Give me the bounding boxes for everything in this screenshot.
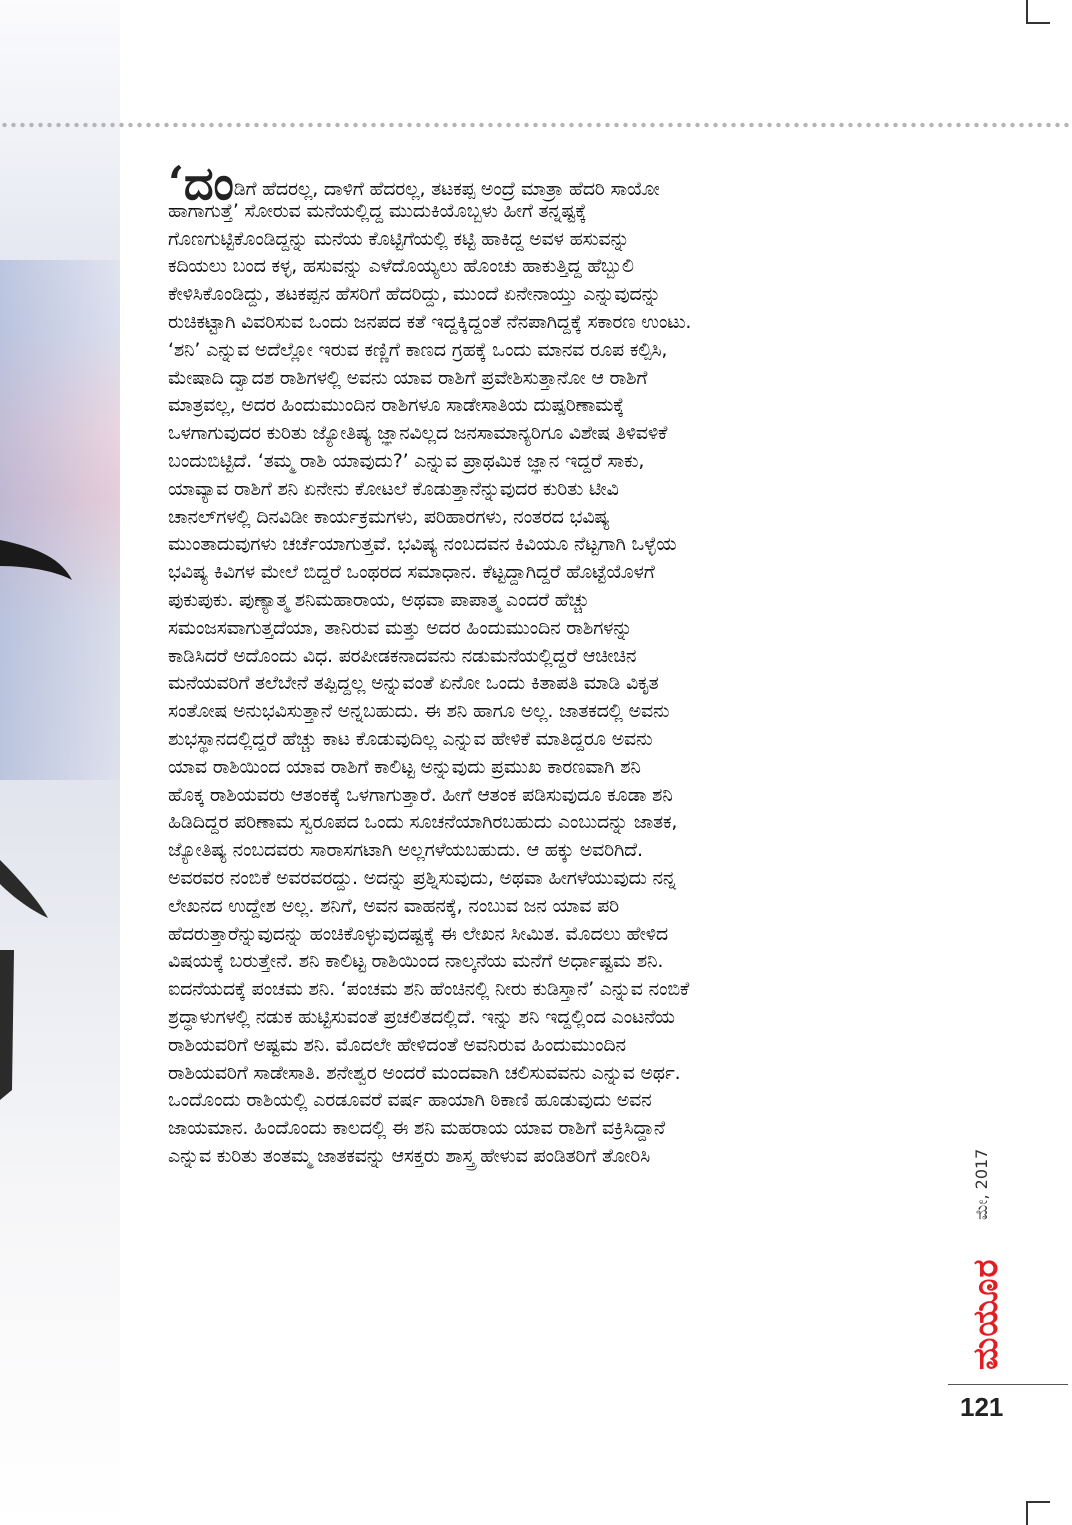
article-line: ಕೇಳಿಸಿಕೊಂಡಿದ್ದು, ತಟಕಪ್ಪನ ಹೆಸರಿಗೆ ಹೆದರಿದ್ದು, ಮುಂದೆ ಏನೇನಾಯ್ತು ಎನ್ನುವುದನ್ನು: [168, 283, 661, 306]
article-line: ಎನ್ನುವ ಕುರಿತು ತಂತಮ್ಮ ಜಾತಕವನ್ನು ಆಸಕ್ತರು ಶಾಸ್ತ್ರ ಹೇಳುವ ಪಂಡಿತರಿಗೆ ತೋರಿಸಿ: [168, 1144, 650, 1167]
drop-cap: ‘ದಂ: [168, 156, 234, 210]
article-line: ಮಾತ್ರವಲ್ಲ, ಅದರ ಹಿಂದುಮುಂದಿನ ರಾಶಿಗಳೂ ಸಾಡೇಸಾತಿಯ ದುಷ್ಪರಿಣಾಮಕ್ಕೆ: [168, 394, 624, 417]
article-line: ಒಂದೊಂದು ರಾಶಿಯಲ್ಲಿ ಎರಡೂವರೆ ವರ್ಷ ಹಾಯಾಗಿ ಠಿಕಾಣಿ ಹೂಡುವುದು ಅವನ: [168, 1089, 652, 1112]
article-line: ರುಚಿಕಟ್ಟಾಗಿ ವಿವರಿಸುವ ಒಂದು ಜನಪದ ಕತೆ ಇದ್ದಕ್ಕಿದ್ದಂತೆ ನೆನಪಾಗಿದ್ದಕ್ಕೆ ಸಕಾರಣ ಉಂಟು.: [168, 310, 692, 333]
article-line: ಮನೆಯವರಿಗೆ ತಲೆಬೇನೆ ತಪ್ಪಿದ್ದಲ್ಲ ಅನ್ನುವಂತೆ ಏನೋ ಒಂದು ಕಿತಾಪತಿ ಮಾಡಿ ವಿಕೃತ: [168, 672, 659, 695]
article-line: ಲೇಖನದ ಉದ್ದೇಶ ಅಲ್ಲ. ಶನಿಗೆ, ಅವನ ವಾಹನಕ್ಕೆ, ನಂಬುವ ಜನ ಯಾವ ಪರಿ: [168, 894, 619, 917]
crop-mark-top-right: [1026, 0, 1050, 24]
article-line: ಯಾವ ರಾಶಿಯಿಂದ ಯಾವ ರಾಶಿಗೆ ಕಾಲಿಟ್ಟ ಅನ್ನುವುದು ಪ್ರಮುಖ ಕಾರಣವಾಗಿ ಶನಿ: [168, 755, 641, 778]
dotted-rule: [0, 122, 1072, 128]
article-line: ಶುಭಸ್ಥಾನದಲ್ಲಿದ್ದರೆ ಹೆಚ್ಚು ಕಾಟ ಕೊಡುವುದಿಲ್ಲ ಎನ್ನುವ ಹೇಳಿಕೆ ಮಾತಿದ್ದರೂ ಅವನು: [168, 727, 653, 750]
page-number: 121: [960, 1392, 1004, 1422]
crop-mark-bottom-right: [1026, 1501, 1050, 1525]
article-line: ಭವಿಷ್ಯ ಕಿವಿಗಳ ಮೇಲೆ ಬಿದ್ದರೆ ಒಂಥರದ ಸಮಾಧಾನ. ಕೆಟ್ಟದ್ದಾಗಿದ್ದರೆ ಹೊಟ್ಟೆಯೊಳಗೆ: [168, 561, 655, 584]
article-line: ಹಿಡಿದಿದ್ದರ ಪರಿಣಾಮ ಸ್ವರೂಪದ ಒಂದು ಸೂಚನೆಯಾಗಿರಬಹುದು ಎಂಬುದನ್ನು ಜಾತಕ,: [168, 811, 678, 834]
page-number-rule: [948, 1384, 1068, 1385]
article-line: ಮುಂತಾದುವುಗಳು ಚರ್ಚೆಯಾಗುತ್ತವೆ. ಭವಿಷ್ಯ ನಂಬದವನ ಕಿವಿಯೂ ನೆಟ್ಟಗಾಗಿ ಒಳ್ಳೆಯ: [168, 533, 677, 556]
article-line: ‘ಶನಿ’ ಎನ್ನುವ ಅದೆಲ್ಲೋ ಇರುವ ಕಣ್ಣಿಗೆ ಕಾಣದ ಗ್ರಹಕ್ಕೆ ಒಂದು ಮಾನವ ರೂಪ ಕಲ್ಪಿಸಿ,: [168, 338, 668, 361]
article-line: ವಿಷಯಕ್ಕೆ ಬರುತ್ತೇನೆ. ಶನಿ ಕಾಲಿಟ್ಟ ರಾಶಿಯಿಂದ ನಾಲ್ಕನೆಯ ಮನೆಗೆ ಅರ್ಧಾಷ್ಟಮ ಶನಿ.: [168, 950, 664, 973]
article-line: ಜಾಯಮಾನ. ಹಿಂದೊಂದು ಕಾಲದಲ್ಲಿ ಈ ಶನಿ ಮಹರಾಯ ಯಾವ ರಾಶಿಗೆ ವಕ್ರಿಸಿದ್ದಾನೆ: [168, 1117, 665, 1140]
article-line: ಜ್ಯೋತಿಷ್ಯ ನಂಬದವರು ಸಾರಾಸಗಟಾಗಿ ಅಲ್ಲಗಳೆಯಬಹುದು. ಆ ಹಕ್ಕು ಅವರಿಗಿದೆ.: [168, 839, 643, 862]
article-line: ಯಾವ್ಯಾವ ರಾಶಿಗೆ ಶನಿ ಏನೇನು ಕೋಟಲೆ ಕೊಡುತ್ತಾನೆನ್ನುವುದರ ಕುರಿತು ಟೀವಿ: [168, 477, 619, 500]
article-line-text: ಡಿಗೆ ಹೆದರಲ್ಲ, ದಾಳಿಗೆ ಹೆದರಲ್ಲ, ತಟಕಪ್ಪ ಅಂದ್ರೆ ಮಾತ್ರಾ ಹೆದರಿ ಸಾಯೋ: [233, 178, 660, 200]
article-line: ಒಳಗಾಗುವುದರ ಕುರಿತು ಜ್ಯೋತಿಷ್ಯ ಜ್ಞಾನವಿಲ್ಲದ ಜನಸಾಮಾನ್ಯರಿಗೂ ವಿಶೇಷ ತಿಳಿವಳಿಕೆ: [168, 422, 668, 445]
article-line: ಕದಿಯಲು ಬಂದ ಕಳ್ಳ, ಹಸುವನ್ನು ಎಳೆದೊಯ್ಯಲು ಹೊಂಚು ಹಾಕುತ್ತಿದ್ದ ಹೆಬ್ಬುಲಿ: [168, 255, 634, 278]
article-line: ಸಂತೋಷ ಅನುಭವಿಸುತ್ತಾನೆ ಅನ್ನಬಹುದು. ಈ ಶನಿ ಹಾಗೂ ಅಲ್ಲ. ಜಾತಕದಲ್ಲಿ ಅವನು: [168, 700, 670, 723]
article-line: ಮೇಷಾದಿ ದ್ವಾದಶ ರಾಶಿಗಳಲ್ಲಿ ಅವನು ಯಾವ ರಾಶಿಗೆ ಪ್ರವೇಶಿಸುತ್ತಾನೋ ಆ ರಾಶಿಗೆ: [168, 366, 648, 389]
article-line: ಹಾಗಾಗುತ್ತೆ’ ಸೋರುವ ಮನೆಯಲ್ಲಿದ್ದ ಮುದುಕಿಯೊಬ್ಬಳು ಹೀಗೆ ತನ್ನಷ್ಟಕ್ಕೆ: [168, 199, 587, 222]
article-line: ಶ್ರದ್ಧಾಳುಗಳಲ್ಲಿ ನಡುಕ ಹುಟ್ಟಿಸುವಂತೆ ಪ್ರಚಲಿತದಲ್ಲಿದೆ. ಇನ್ನು ಶನಿ ಇದ್ದಲ್ಲಿಂದ ಎಂಟನೆಯ: [168, 1005, 675, 1028]
article-line: ಹೆದರುತ್ತಾರೆನ್ನುವುದನ್ನು ಹಂಚಿಕೊಳ್ಳುವುದಷ್ಟಕ್ಕೆ ಈ ಲೇಖನ ಸೀಮಿತ. ಮೊದಲು ಹೇಳಿದ: [168, 922, 668, 945]
article-line: ರಾಶಿಯವರಿಗೆ ಅಷ್ಟಮ ಶನಿ. ಮೊದಲೇ ಹೇಳಿದಂತೆ ಅವನಿರುವ ಹಿಂದುಮುಂದಿನ: [168, 1033, 626, 1056]
article-line: ಚಾನಲ್‌ಗಳಲ್ಲಿ ದಿನವಿಡೀ ಕಾರ್ಯಕ್ರಮಗಳು, ಪರಿಹಾರಗಳು, ನಂತರದ ಭವಿಷ್ಯ: [168, 505, 610, 528]
article-line: [168, 156, 910, 210]
article-line: ಸಮಂಜಸವಾಗುತ್ತದೆಯಾ, ತಾನಿರುವ ಮತ್ತು ಅದರ ಹಿಂದುಮುಂದಿನ ರಾಶಿಗಳನ್ನು: [168, 616, 633, 639]
article-line: ಬಂದುಬಿಟ್ಟಿದೆ. ‘ತಮ್ಮ ರಾಶಿ ಯಾವುದು?’ ಎನ್ನುವ ಪ್ರಾಥಮಿಕ ಜ್ಞಾನ ಇದ್ದರೆ ಸಾಕು,: [168, 449, 645, 472]
article-line: ರಾಶಿಯವರಿಗೆ ಸಾಡೇಸಾತಿ. ಶನೇಶ್ವರ ಅಂದರೆ ಮಂದವಾಗಿ ಚಲಿಸುವವನು ಎನ್ನುವ ಅರ್ಥ.: [168, 1061, 681, 1084]
article-line: ಪುಕುಪುಕು. ಪುಣ್ಯಾತ್ಮ ಶನಿಮಹಾರಾಯ, ಅಥವಾ ಪಾಪಾತ್ಮ ಎಂದರೆ ಹೆಚ್ಚು: [168, 588, 590, 611]
decorative-artwork-strip: [0, 0, 120, 1525]
issue-date: ಮೇ, 2017: [972, 1148, 991, 1220]
article-line: ಐದನೆಯದಕ್ಕೆ ಪಂಚಮ ಶನಿ. ‘ಪಂಚಮ ಶನಿ ಹೆಂಚಿನಲ್ಲಿ ನೀರು ಕುಡಿಸ್ತಾನೆ’ ಎನ್ನುವ ನಂಬಿಕೆ: [168, 978, 690, 1001]
article-body: [168, 156, 910, 1171]
article-line: ಅವರವರ ನಂಬಿಕೆ ಅವರವರದ್ದು. ಅದನ್ನು ಪ್ರಶ್ನಿಸುವುದು, ಅಥವಾ ಹೀಗಳೆಯುವುದು ನನ್ನ: [168, 866, 676, 889]
article-line: ಕಾಡಿಸಿದರೆ ಅದೊಂದು ವಿಧ. ಪರಪೀಡಕನಾದವನು ನಡುಮನೆಯಲ್ಲಿದ್ದರೆ ಆಚೀಚಿನ: [168, 644, 637, 667]
magazine-name: ಮಯೂರ: [966, 1258, 1006, 1370]
article-line: ಹೊಕ್ಕ ರಾಶಿಯವರು ಆತಂಕಕ್ಕೆ ಒಳಗಾಗುತ್ತಾರೆ. ಹೀಗೆ ಆತಂಕ ಪಡಿಸುವುದೂ ಕೂಡಾ ಶನಿ: [168, 783, 673, 806]
article-line: ಗೊಣಗುಟ್ಟಿಕೊಂಡಿದ್ದನ್ನು ಮನೆಯ ಕೊಟ್ಟಿಗೆಯಲ್ಲಿ ಕಟ್ಟಿ ಹಾಕಿದ್ದ ಅವಳ ಹಸುವನ್ನು: [168, 227, 630, 250]
